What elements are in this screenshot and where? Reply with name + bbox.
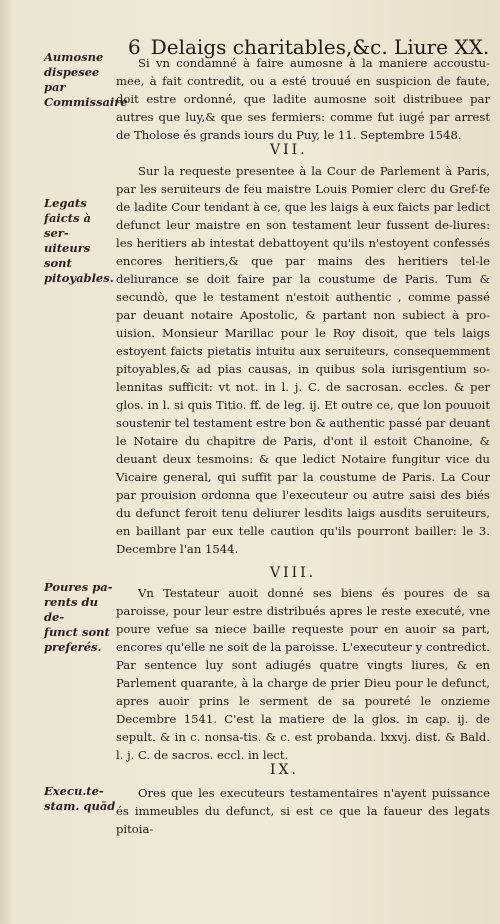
section-body-1: [116, 54, 490, 144]
section-body-viii: [116, 584, 490, 764]
running-title: Delaigs charitables,&c. Liure XX.: [150, 35, 490, 59]
margin-note-executeurs: Execu.te- stam. quād: [44, 784, 116, 813]
page-number: 6: [128, 35, 141, 59]
section-body-vii: [116, 162, 490, 558]
paragraph: Sur la requeste presentee à la Cour de Parlement à Paris, par les seruiteurs de feu maistre Louis Pomier clerc du Gref-fe de ladite Cour tendant à ce, que les laigs à eux faicts par ledict defunct leur maistre en son testament leur fussent de-liures: les heritiers ab intestat debattoyent qu'ils n'estoyent confessés encores heritiers,& que par mains des heritiers tel-le deliurance se doit faire par la coustume de Paris. Tum & secundò, que le testament n'estoit authentic , comme passé par deuant notaire Apostolic, & partant non subiect à pro-uision. Monsieur Marillac pour le Roy disoit, que tels laigs estoyent faicts pietatis intuitu aux seruiteurs, consequemment pitoyables,& ad pias causas, in quibus sola iurisgentium so-lennitas sufficit: vt not. in l. j. C. de sacrosan. eccles. & per glos. in l. si quis Titio. ff. de leg. ij. Et outre ce, que lon pouuoit soustenir tel testament estre bon & authentic passé par deuant le Notaire du chapitre de Paris, d'ont il estoit Chanoine, & deuant deux tesmoins: & que ledict Notaire fungitur vice du Vicaire general, qui suffit par la coustume de Paris. La Cour par prouision ordonna que l'executeur ou autre saisi des biés du defunct feroit tenu deliurer lesdits laigs ausdits seruiteurs, en baillant par eux telle caution qu'ils pourront bailler: le 3. Decembre l'an 1544.: [116, 164, 490, 556]
paragraph: Si vn condamné à faire aumosne à la maniere accoustu-mee, à fait contredit, ou a esté trouué en suspicion de faute, doit estre ordonné, que ladite aumosne soit distribuee par autres que luy,& que ses fermiers: comme fut iugé par arrest de Tholose és grands iours du Puy, le 11. Septembre 1548.: [116, 56, 490, 142]
section-number-ix: IX.: [270, 762, 299, 778]
margin-note-poures: Poures pa- rents du de- funct sont preferés.: [44, 580, 113, 654]
section-number-viii: VIII.: [270, 565, 317, 581]
section-body-ix: [116, 784, 490, 838]
section-number-vii: VII.: [270, 142, 308, 158]
paragraph: Ores que les executeurs testamentaires n'ayent puissance és immeubles du defunct, si est ce que la faueur des legats pitoia-: [116, 786, 490, 836]
margin-note-aumosne: Aumosne dispesee par Commissaire: [44, 50, 128, 109]
margin-note-legats: Legats faicts à ser- uiteurs sont pitoyables.: [44, 196, 114, 285]
paragraph: Vn Testateur auoit donné ses biens és poures de sa paroisse, pour leur estre distribués apres le reste executé, vne poure vefue sa niece baille requeste pour en auoir sa part, encores qu'elle ne soit de la paroisse. L'executeur y contredict. Par sentence luy sont adiugés quatre vingts liures, & en Parlement quarante, à la charge de prier Dieu pour le defunct, apres auoir prins le serment de sa poureté le onzieme Decembre 1541. C'est la matiere de la glos. in cap. ij. de sepult. & in c. nonsa-tis. & c. est probanda. lxxvj. dist. & Bald. l. j. C. de sacros. eccl. in lect.: [116, 586, 490, 762]
